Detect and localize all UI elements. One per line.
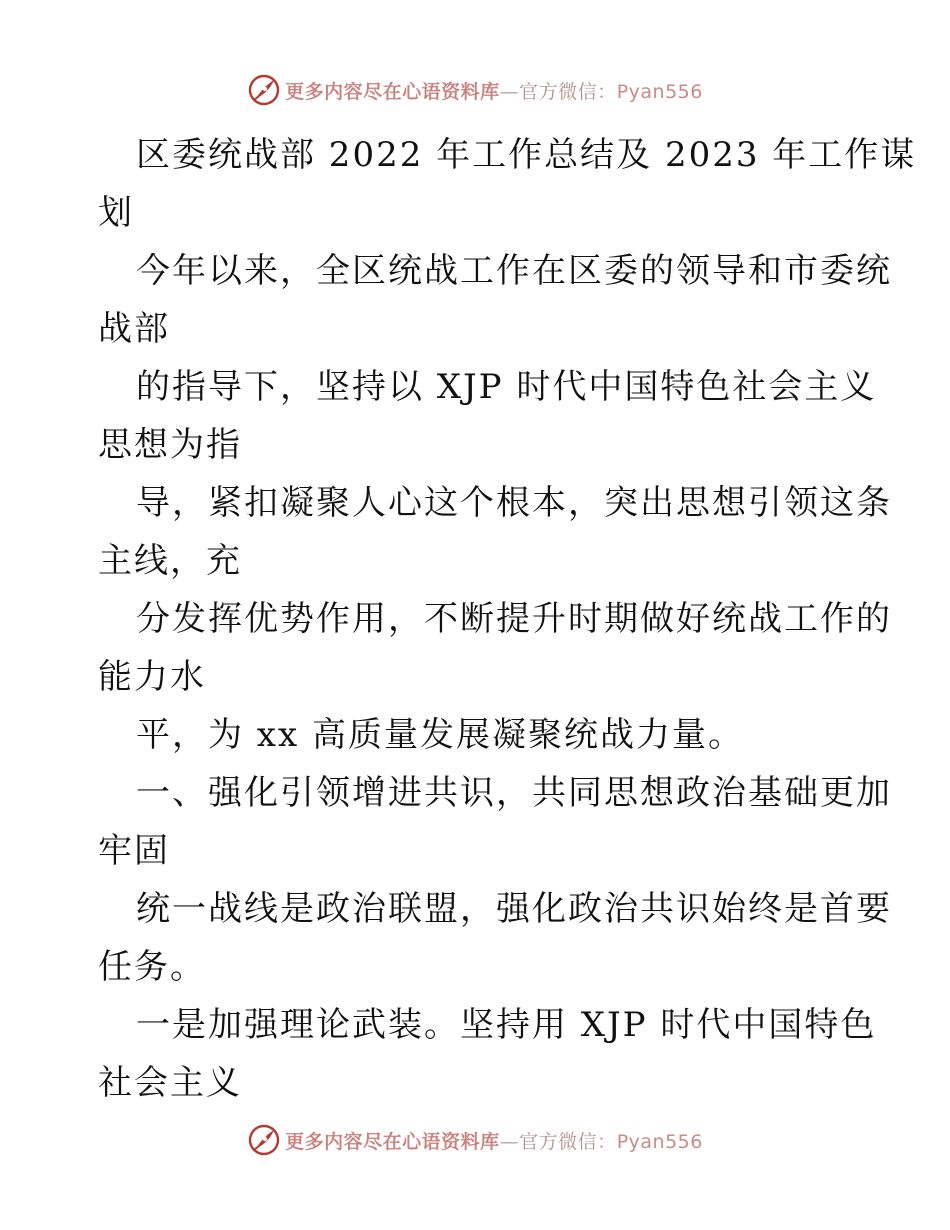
header-banner <box>0 70 950 110</box>
text-line: 思想为指 <box>98 425 242 465</box>
red-quill-circle-icon <box>247 1123 281 1157</box>
text-line: 导，紧扣凝聚人心这个根本，突出思想引领这条 <box>136 483 892 523</box>
text-line: 分发挥优势作用，不断提升时期做好统战工作的 <box>136 599 892 639</box>
banner-separator: — <box>499 80 520 103</box>
text-line: 区委统战部 2022 年工作总结及 2023 年工作谋 <box>136 135 917 175</box>
text-line: 平，为 xx 高质量发展凝聚统战力量。 <box>136 715 744 755</box>
banner-wechat-label: 官方微信： <box>519 80 617 103</box>
banner-wechat-id: Pyan556 <box>616 80 703 103</box>
text-line: 能力水 <box>98 657 206 697</box>
footer-wechat-label: 官方微信： <box>519 1130 617 1153</box>
document-body <box>98 126 917 1112</box>
text-line: 统一战线是政治联盟，强化政治共识始终是首要 <box>136 889 892 929</box>
text-line: 主线，充 <box>98 541 242 581</box>
banner-library-text: 更多内容尽在心语资料库 <box>285 80 500 103</box>
red-quill-circle-icon <box>247 73 281 107</box>
text-line: 划 <box>98 193 134 233</box>
text-line: 任务。 <box>98 947 206 987</box>
footer-wechat-id: Pyan556 <box>616 1130 703 1153</box>
text-line: 社会主义 <box>98 1063 242 1103</box>
text-line: 一、强化引领增进共识，共同思想政治基础更加 <box>136 773 892 813</box>
text-line: 一是加强理论武装。坚持用 XJP 时代中国特色 <box>136 1005 877 1045</box>
footer-library-text: 更多内容尽在心语资料库 <box>285 1130 500 1153</box>
text-line: 今年以来，全区统战工作在区委的领导和市委统 <box>136 251 892 291</box>
footer-banner <box>0 1120 950 1160</box>
text-line: 牢固 <box>98 831 170 871</box>
text-line: 的指导下，坚持以 XJP 时代中国特色社会主义 <box>136 367 877 407</box>
text-line: 战部 <box>98 309 170 349</box>
footer-separator: — <box>499 1130 520 1153</box>
